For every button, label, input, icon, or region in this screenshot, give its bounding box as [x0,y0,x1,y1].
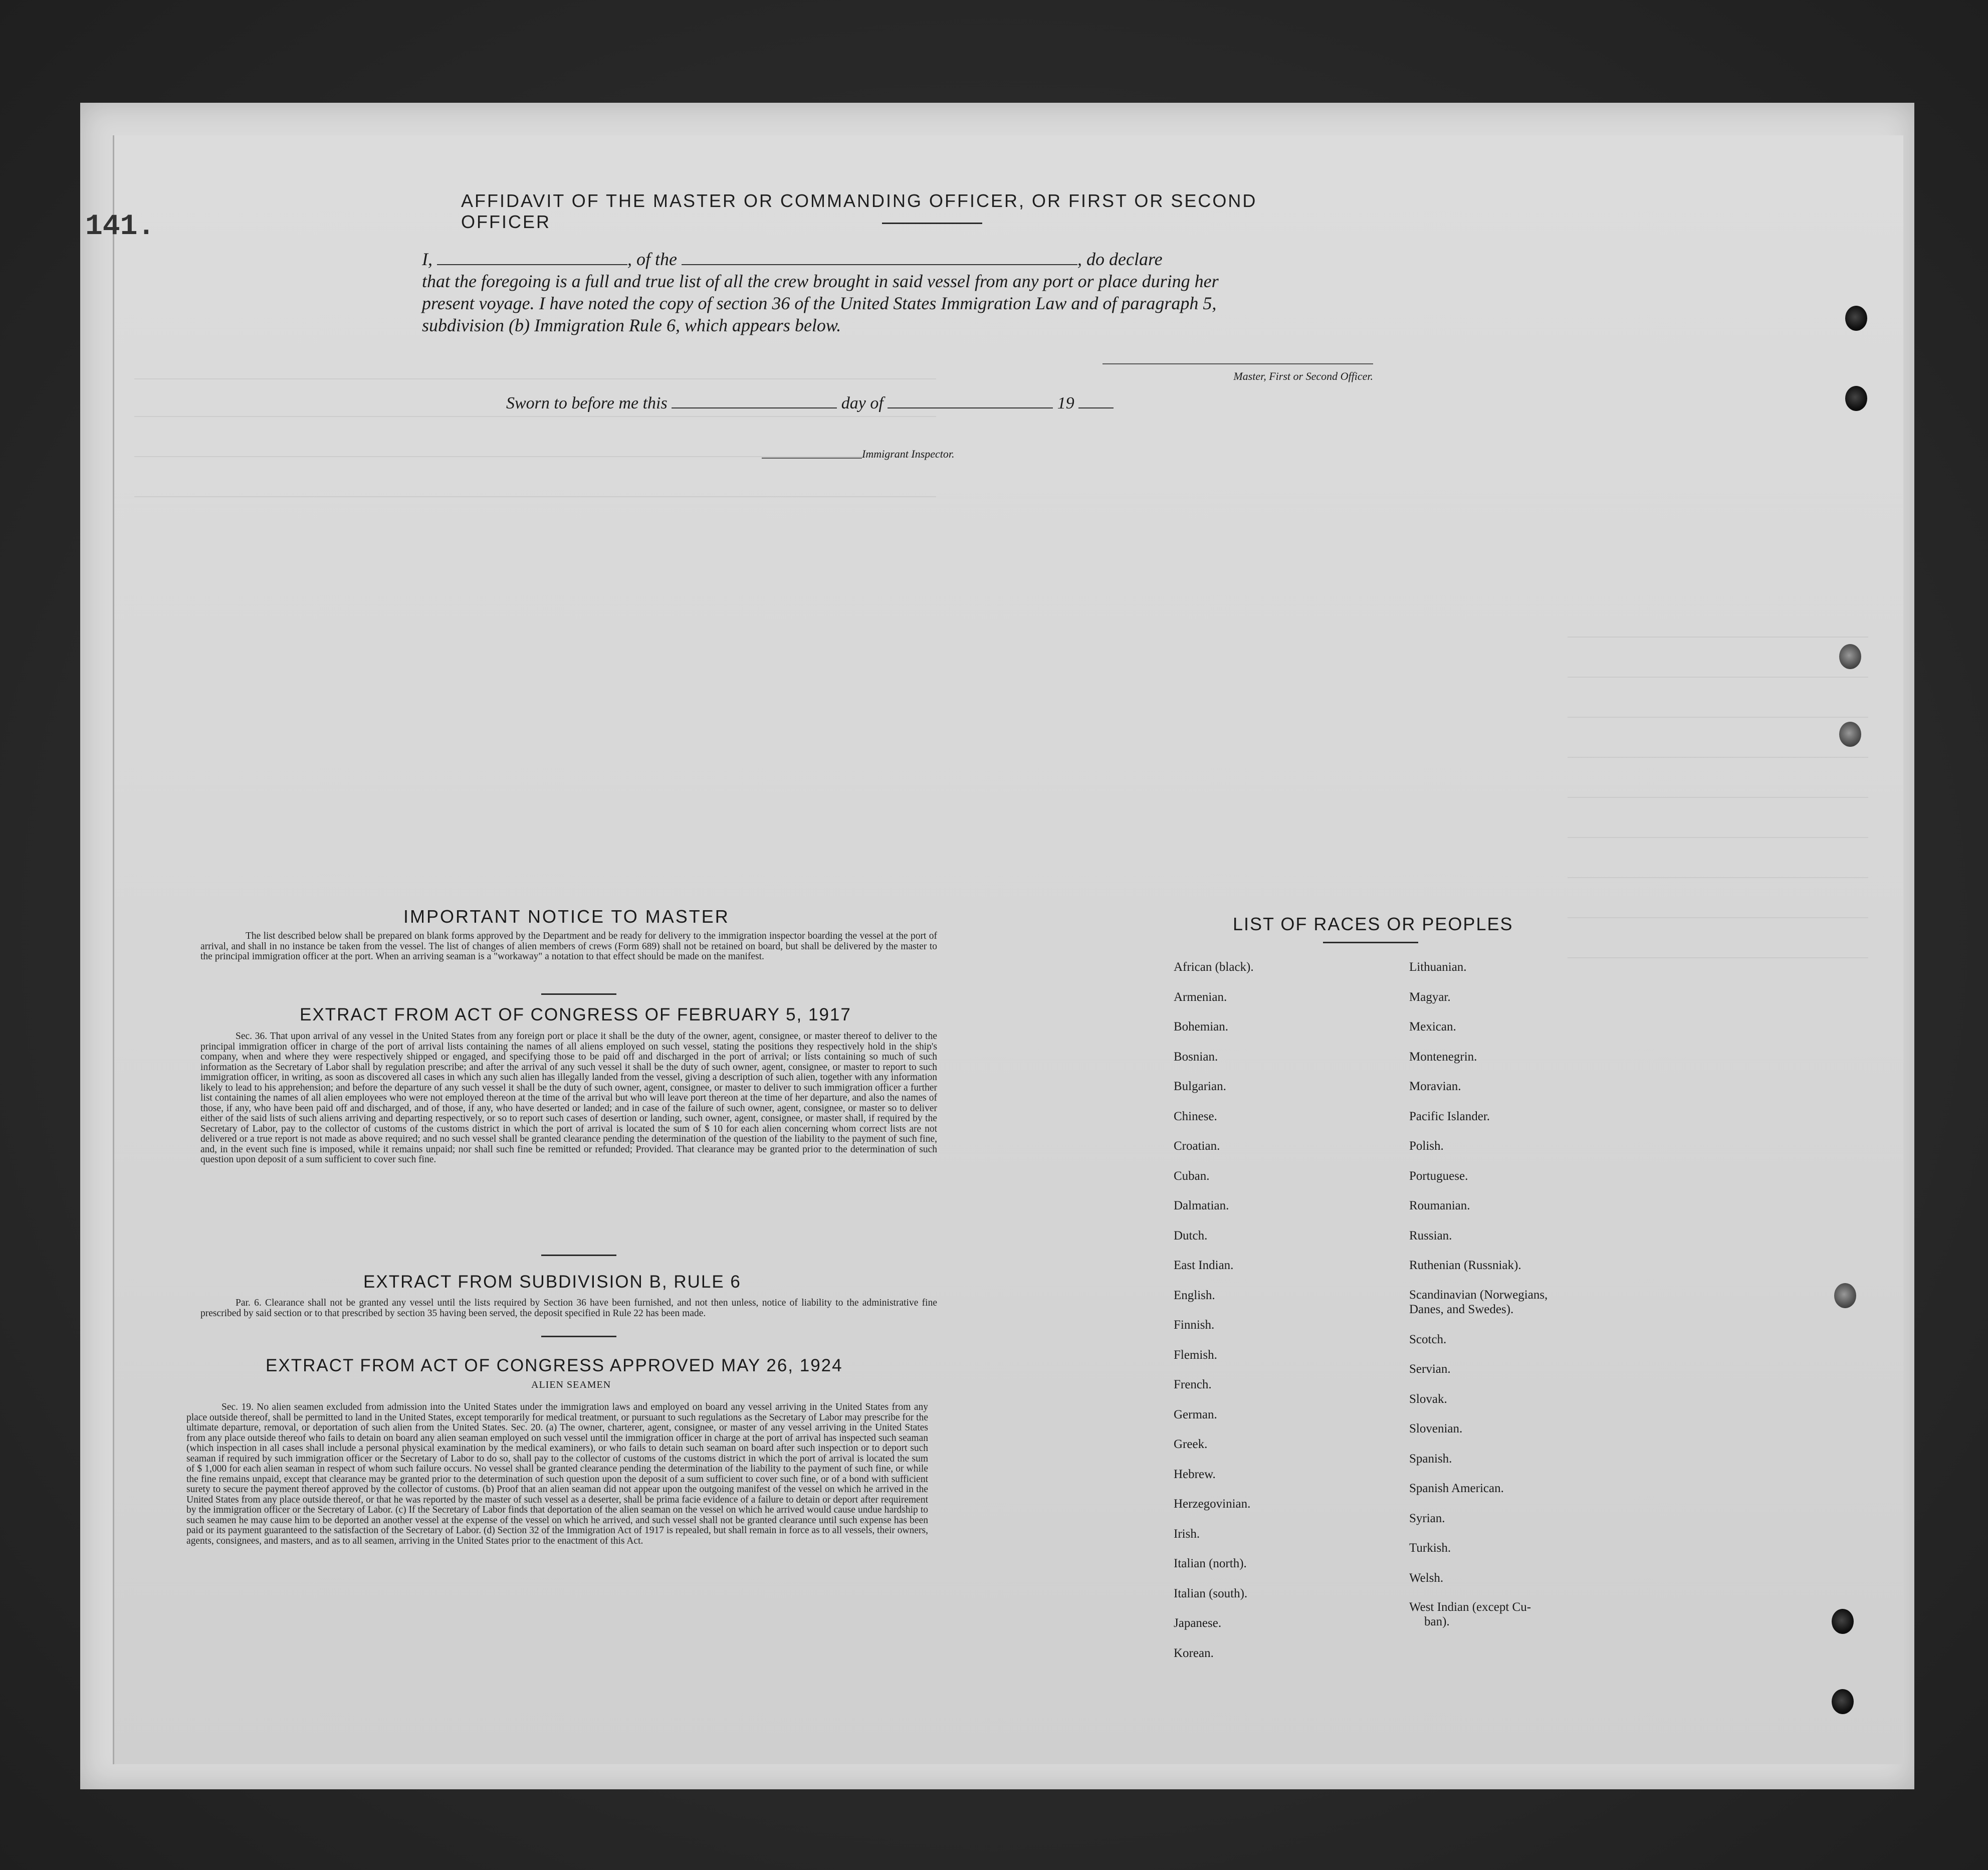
extract-1924-title: EXTRACT FROM ACT OF CONGRESS APPROVED MAY 26, 1924 [266,1356,843,1375]
extract-1917-body: Sec. 36. That upon arrival of any vessel in the United States from any foreign port or place it shall be the duty of the owner, agent, consignee, or master thereof to deliver to the principal immigration officer in charge of the port of arrival lists containing the names of all aliens employed on such vessel, stating the positions they respectively hold in the ship's company, when and where they were respectively shipped or engaged, and specifying those to be paid off and discharged in the port of arrival; or lists containing so much of such information as the Secretary of Labor shall by regulation prescribe; and after the arrival of any such vessel it shall be the duty of such owner, agent, consignee, or master to report to such immigration officer, in writing, as soon as discovered all cases in which any such alien has illegally landed from the vessel, giving a description of such alien, together with any information likely to lead to his apprehension; and before the departure of any such vessel it shall be the duty of such owner, agent, consignee, or master to deliver to such immigration officer a further list containing the names of all alien employees who were not employed thereon at the time of the arrival but who will leave port thereon at the time of her departure, and also the names of those, if any, who have been paid off and discharged, and of those, if any, who have deserted or landed; and in case of the failure of such owner, agent, consignee, or master so to deliver either of the said lists of such aliens arriving and departing respectively, or so to report such cases of desertion or landing, such owner, agent, consignee, or master shall, if required by the Secretary of Labor, pay to the collector of customs of the customs district in which the port of arrival is located the sum of $ 10 for each alien concerning whom correct lists are not delivered or a true report is not made as above required; and no such vessel shall be granted clearance pending the determination of the question of the liability to the payment of such fine, and, in the event such fine is imposed, while it remains unpaid; nor shall such fine be remitted or refunded; Provided. That clearance may be granted prior to the determination of such question upon deposit of a sum sufficient to cover such fine. [200,1031,937,1165]
rule6-rule [541,1336,616,1337]
binding-hole [1834,1283,1856,1308]
extract-1924-body: Sec. 19. No alien seamen excluded from admission into the United States under the immigration laws and employed on board any vessel arriving in the United States from any place outside thereof, shall be permitted to land in the United States, except temporarily for medical treatment, or pursuant to such regulations as the Secretary of Labor may prescribe for the ultimate departure, removal, or deportation of such alien from the United States. Sec. 20. (a) The owner, charterer, agent, consignee, or master of any vessel arriving in the United States from any place outside thereof who fails to detain on board any alien seaman employed on such vessel until the immigration officer in charge at the port of arrival has inspected such seaman (which inspection in all cases shall include a personal physical examination by the medical examiners), or who fails to detain such seaman on board after such inspection or to deport such seaman if required by such immigration officer or the Secretary of Labor to do so, shall pay to the collector of customs of the customs district in which the port of arrival is located the sum of $ 1,000 for each alien seaman in respect of whom such failure occurs. No vessel shall be granted clearance pending the determination of the liability to the payment of such fine, or while the fine remains unpaid, except that clearance may be granted prior to the determination of such question upon the deposit of a sum sufficient to cover such fine, or of a bond with sufficient surety to secure the payment thereof approved by the collector of customs. (b) Proof that an alien seaman did not appear upon the outgoing manifest of the vessel on which he arrived in the United States from any place outside thereof, or that he was reported by the master of such vessel as a deserter, shall be prima facie evidence of a failure to detain or deport after requirement by the immigration officer or the Secretary of Labor. (c) If the Secretary of Labor finds that deportation of the alien seaman on the vessel on which he arrived would cause undue hardship to such seamen he may cause him to be deported an another vessel at the expense of the vessel on which he arrived, and such vessel shall not be granted clearance until such expense has been paid or its payment guaranteed to the satisfaction of the Secretary of Labor. (d) Section 32 of the Immigration Act of 1917 is repealed, but shall remain in force as to all vessels, their owners, agents, consignees, and masters, and as to all seamen, arriving in the United States prior to the enactment of this Act. [186,1402,928,1546]
race-item: Greek. [1174,1437,1208,1451]
extract-1917-rule [541,1255,616,1256]
race-item: Syrian. [1409,1511,1445,1525]
race-item: Scotch. [1409,1332,1447,1346]
race-item-line: West Indian (except Cu- [1409,1600,1531,1614]
affidavit-pronoun: I, [422,249,432,269]
affidavit-of-the: , of the [627,249,677,269]
binding-hole [1832,1689,1854,1714]
binding-hole [1839,644,1861,669]
race-item: Cuban. [1174,1169,1210,1183]
race-item: German. [1174,1407,1217,1421]
race-item: Finnish. [1174,1318,1215,1332]
race-item: Welsh. [1409,1571,1444,1585]
binding-hole [1839,722,1861,747]
race-item: Italian (north). [1174,1557,1247,1570]
race-item [1409,1593,1548,1637]
sworn-text: Sworn to before me this [506,394,668,412]
race-item: Spanish American. [1409,1482,1504,1495]
race-item: Portuguese. [1409,1169,1468,1183]
race-item: Irish. [1174,1527,1200,1541]
race-item: Spanish. [1409,1451,1452,1466]
race-item: Polish. [1409,1139,1444,1153]
rule6-title: EXTRACT FROM SUBDIVISION B, RULE 6 [363,1272,741,1292]
race-item: Croatian. [1174,1139,1220,1153]
name-blank [437,250,627,265]
race-item: French. [1174,1378,1212,1391]
sworn-day-of: day of [841,394,883,412]
race-item: Flemish. [1174,1348,1217,1362]
race-item: Turkish. [1409,1541,1451,1555]
affidavit-title: AFFIDAVIT OF THE MASTER OR COMMANDING OFFICER, OR FIRST OR SECOND OFFICER [461,190,1257,232]
races-rule [1323,942,1418,943]
race-item: Bohemian. [1174,1020,1229,1033]
margin-note: 141. [85,211,155,243]
race-item: Japanese. [1174,1616,1222,1630]
race-item: Magyar. [1409,990,1451,1004]
signature-line [1102,363,1373,364]
notice-body: The list described below shall be prepared on blank forms approved by the Department and be ready for delivery to the immigration inspector boarding the vessel at the port of arrival, and shall in no instance be taken from the vessel. The list of changes of alien members of crews (Form 689) shall not be retained on board, but shall be delivered by the master to the principal immigration officer at the port. When an arriving seaman is a "workaway" a notation to that effect should be made on the manifest. [200,931,937,962]
affidavit-line-1 [422,248,1374,270]
signature-label: Master, First or Second Officer. [1233,370,1373,382]
month-blank [888,393,1053,408]
race-item: Armenian. [1174,990,1227,1004]
race-item: Montenegrin. [1409,1050,1477,1064]
race-item: Servian. [1409,1362,1451,1376]
sworn-line [506,393,1114,413]
race-item: East Indian. [1174,1259,1234,1272]
binding-hole [1832,1609,1854,1634]
notice-rule [541,993,616,995]
race-item: Bosnian. [1174,1050,1218,1064]
race-item: Roumanian. [1409,1199,1470,1212]
day-blank [672,393,837,408]
race-item: English. [1174,1288,1215,1302]
race-item-line: ban). [1424,1615,1450,1628]
race-item-line: Danes, and Swedes). [1409,1302,1514,1316]
race-item: Hebrew. [1174,1467,1216,1481]
binding-hole [1845,386,1867,411]
races-list-left [1174,952,1254,1668]
race-item: Herzegovinian. [1174,1497,1251,1511]
races-title: LIST OF RACES OR PEOPLES [1233,914,1513,934]
race-item: Mexican. [1409,1020,1456,1033]
affidavit-body [422,248,1374,336]
race-item: Ruthenian (Russniak). [1409,1259,1521,1272]
race-item: Chinese. [1174,1109,1217,1123]
affidavit-declare: , do declare [1077,249,1163,269]
sworn-year: 19 [1057,394,1074,412]
rule6-body: Par. 6. Clearance shall not be granted any vessel until the lists required by Section 36 have been furnished, and not then unless, notice of liability to the administrative fine prescribed by said section or to that prescribed by section 35 having been served, the deposit specified in Rule 22 has been made. [200,1298,937,1319]
race-item: Moravian. [1409,1080,1461,1093]
binding-hole [1845,306,1867,331]
race-item: Dalmatian. [1174,1199,1229,1212]
race-item: Dutch. [1174,1228,1208,1242]
title-rule [882,223,982,224]
race-item: Italian (south). [1174,1586,1248,1600]
races-list-right [1409,952,1548,1637]
affidavit-line-4: subdivision (b) Immigration Rule 6, which appears below. [422,315,841,335]
affidavit-line-3: present voyage. I have noted the copy of section 36 of the United States Immigration Law and of paragraph 5, [422,293,1217,313]
year-blank [1078,393,1114,408]
race-item: Lithuanian. [1409,960,1467,974]
affidavit-line-2: that the foregoing is a full and true list of all the crew brought in said vessel from any port or place during her [422,271,1219,291]
inspector-label: Immigrant Inspector. [862,448,955,460]
race-item: Korean. [1174,1646,1214,1660]
vessel-blank [682,250,1077,265]
race-item: Slovenian. [1409,1422,1463,1435]
race-item: Bulgarian. [1174,1080,1226,1093]
race-item [1409,1281,1548,1325]
race-item: Pacific Islander. [1409,1109,1490,1123]
notice-title: IMPORTANT NOTICE TO MASTER [403,906,730,927]
race-item: Russian. [1409,1228,1452,1242]
extract-1917-title: EXTRACT FROM ACT OF CONGRESS OF FEBRUARY 5, 1917 [300,1005,851,1024]
race-item: African (black). [1174,960,1254,974]
race-item-line: Scandinavian (Norwegians, [1409,1288,1548,1302]
inspector-line [762,458,862,459]
race-item: Slovak. [1409,1392,1447,1406]
extract-1924-subtitle: ALIEN SEAMEN [531,1379,611,1390]
